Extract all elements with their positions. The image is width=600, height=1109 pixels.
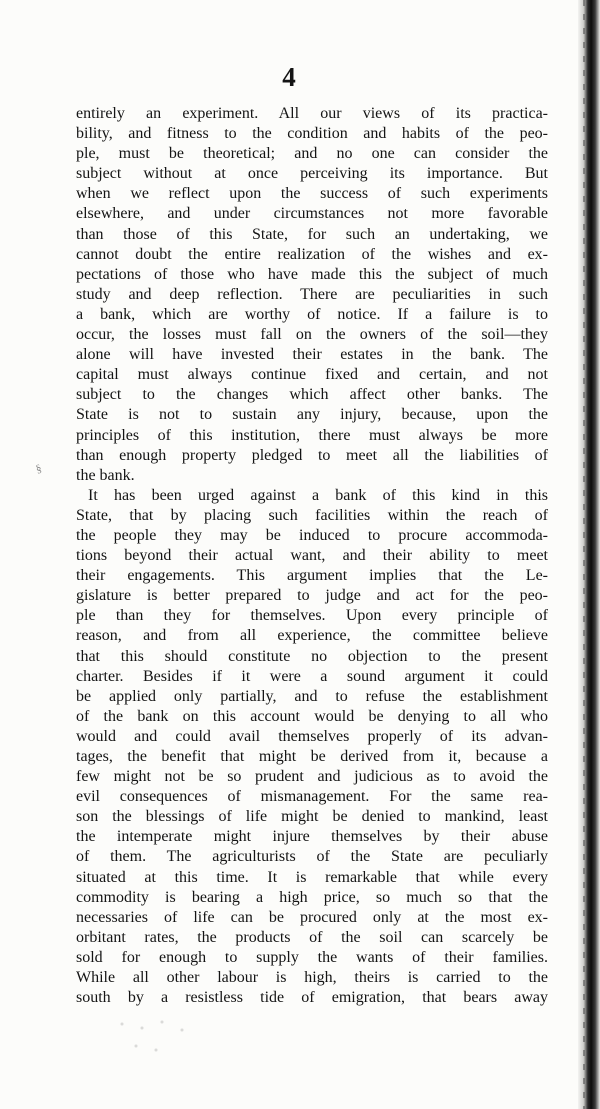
text-line: It has been urged against a bank of this kind in this xyxy=(88,486,548,504)
text-line: ple, must be theoretical; and no one can consider the xyxy=(76,145,548,163)
text-line: the intemperate might injure themselves by their abuse xyxy=(76,828,548,846)
text-line: south by a resistless tide of emigration, that bears away xyxy=(76,989,548,1007)
text-line: subject to the changes which affect other banks. The xyxy=(76,386,548,404)
text-line: sold for enough to supply the wants of their families. xyxy=(76,948,548,966)
text-line: principles of this institution, there must always be more xyxy=(76,426,548,444)
text-line: of the bank on this account would be denying to all who xyxy=(76,707,548,725)
text-line: While all other labour is high, theirs is carried to the xyxy=(76,969,548,987)
text-line: State is not to sustain any injury, because, upon the xyxy=(76,406,548,424)
text-line: capital must always continue fixed and certain, and not xyxy=(76,366,548,384)
text-line: evil consequences of mismanagement. For the same rea- xyxy=(76,788,548,806)
text-line: bility, and fitness to the condition and habits of the peo- xyxy=(76,125,548,143)
text-line: subject without at once perceiving its importance. But xyxy=(76,165,548,183)
text-line: a bank, which are worthy of notice. If a failure is to xyxy=(76,305,548,323)
text-line: ple than they for themselves. Upon every principle of xyxy=(76,607,548,625)
ink-smudge xyxy=(112,1018,232,1058)
text-line: that this should constitute no objection to the present xyxy=(76,647,548,665)
page-number: 4 xyxy=(282,62,296,92)
text-line: the people they may be induced to procure accommoda- xyxy=(76,526,548,544)
text-line: of them. The agriculturists of the State are peculiarly xyxy=(76,848,548,866)
text-line: son the blessings of life might be denied to mankind, least xyxy=(76,808,548,826)
text-line: necessaries of life can be procured only at the most ex- xyxy=(76,908,548,926)
text-line: reason, and from all experience, the committee believe xyxy=(76,627,548,645)
text-line: charter. Besides if it were a sound argument it could xyxy=(76,667,548,685)
text-line: situated at this time. It is remarkable that while every xyxy=(76,868,548,886)
text-line: gislature is better prepared to judge and act for the peo- xyxy=(76,587,548,605)
text-line: tions beyond their actual want, and their ability to meet xyxy=(76,547,548,565)
text-line: be applied only partially, and to refuse the establishment xyxy=(76,687,548,705)
text-line: their engagements. This argument implies that the Le- xyxy=(76,567,548,585)
text-line: when we reflect upon the success of such experiments xyxy=(76,185,548,203)
text-line: than enough property pledged to meet all the liabilities of xyxy=(76,446,548,464)
text-line: cannot doubt the entire realization of the wishes and ex- xyxy=(76,245,548,263)
text-line: elsewhere, and under circumstances not more favorable xyxy=(76,205,548,223)
binding-edge xyxy=(578,0,600,1109)
text-line: the bank. xyxy=(76,466,135,484)
text-line: study and deep reflection. There are peculiarities in such xyxy=(76,285,548,303)
text-line: entirely an experiment. All our views of its practica- xyxy=(76,105,548,122)
text-line: would and could avail themselves properly of its advan- xyxy=(76,727,548,745)
text-line: orbitant rates, the products of the soil can scarcely be xyxy=(76,928,548,946)
text-line: tages, the benefit that might be derived from it, because a xyxy=(76,748,548,765)
margin-mark: § xyxy=(34,462,43,476)
text-line: commodity is bearing a high price, so much so that the xyxy=(76,888,548,906)
text-line: than those of this State, for such an undertaking, we xyxy=(76,225,548,243)
text-line: State, that by placing such facilities within the reach of xyxy=(76,506,548,524)
body-text xyxy=(76,104,548,1008)
text-line: pectations of those who have made this the subject of much xyxy=(76,265,548,283)
text-line: few might not be so prudent and judicious as to avoid the xyxy=(76,768,548,786)
text-line: occur, the losses must fall on the owners of the soil—they xyxy=(76,326,548,344)
text-line: alone will have invested their estates in the bank. The xyxy=(76,346,548,364)
